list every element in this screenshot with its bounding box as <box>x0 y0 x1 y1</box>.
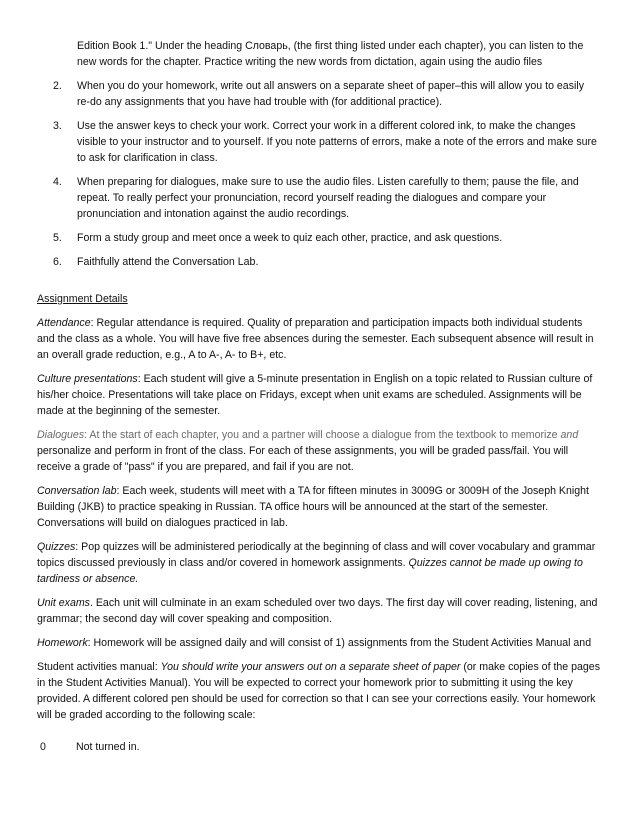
list-item <box>53 38 598 70</box>
list-item-text: Use the answer keys to check your work. Correct your work in a different colored ink, to make the changes visible to your instructor and to yourself. If you note patterns of errors, make a note of the errors and make sure to ask for clarification in class. <box>77 120 597 164</box>
manual-paragraph <box>37 659 601 723</box>
culture-label: Culture presentations <box>37 373 138 385</box>
assignment-details <box>37 291 601 731</box>
list-item <box>53 174 598 222</box>
quizzes-end: . <box>135 573 139 585</box>
list-item <box>53 254 598 270</box>
conversation-text: : Each week, students will meet with a TA for fifteen minutes in 3009G or 3009H of the Joseph Knight Building (JKB) to practice speaking in Russian. TA office hours will be announced at the start of the semester. Conversations will build on dialogues practiced in lab. <box>37 485 589 529</box>
unit-exams-text: . Each unit will culminate in an exam scheduled over two days. The first day will cover reading, listening, and grammar; the second day will cover speaking and composition. <box>37 597 598 625</box>
dialogues-and: and <box>560 429 579 441</box>
attendance-label: Attendance <box>37 317 91 329</box>
dialogues-paragraph <box>37 427 601 475</box>
scale-grade: 0 <box>40 741 46 753</box>
unit-exams-label: Unit exams <box>37 597 90 609</box>
scale-row <box>40 739 600 755</box>
section-heading: Assignment Details <box>37 293 128 305</box>
list-item-number: 5. <box>53 232 62 244</box>
manual-text-2: (or make copies of the pages in the Student Activities Manual). You will be expected to correct your homework prior to submitting it using the key provided. A different colored pen should be used for correction so that I can see your corrections easily. Your homework will be graded according to the following scale: <box>37 661 600 721</box>
list-item-text: Edition Book 1." Under the heading Словарь, (the first thing listed under each chapter), you can listen to the new words for the chapter. Practice writing the new words from dictation, again using the audio files <box>77 40 584 68</box>
list-item-number: 4. <box>53 176 62 188</box>
culture-text: : Each student will give a 5-minute presentation in English on a topic related to Russian culture of his/her choice. Presentations will take place on Fridays, except when unit exams are scheduled. Assignments will be made at the beginning of the semester. <box>37 373 593 417</box>
attendance-text: : Regular attendance is required. Quality of preparation and participation impacts both individual students and the class as a whole. You will have five free absences during the semester. Each subsequent absence will result in an overall grade reduction, e.g., A to A-, A- to B+, etc. <box>37 317 594 361</box>
manual-text-1: Student activities manual: <box>37 661 161 673</box>
attendance-paragraph <box>37 315 601 363</box>
dialogues-label: Dialogues <box>37 429 85 441</box>
list-item <box>53 230 598 246</box>
list-item-number: 2. <box>53 80 62 92</box>
quizzes-italic: Quizzes cannot be made up owing to tardiness or absence <box>37 557 583 585</box>
homework-label: Homework <box>37 637 88 649</box>
list-item-number: 6. <box>53 256 62 268</box>
list-item-number: 3. <box>53 120 62 132</box>
list-item-text: When you do your homework, write out all answers on a separate sheet of paper–this will allow you to easily re-do any assignments that you have had trouble with (for additional practice). <box>77 80 584 108</box>
culture-paragraph <box>37 371 601 419</box>
manual-italic: You should write your answers out on a separate sheet of paper <box>160 661 461 673</box>
list-item-text: Form a study group and meet once a week to quiz each other, practice, and ask questions. <box>77 232 503 244</box>
quizzes-paragraph <box>37 539 601 587</box>
study-tips-list <box>53 38 598 278</box>
scale-description: Not turned in. <box>76 741 140 753</box>
conversation-label: Conversation lab <box>37 485 117 497</box>
quizzes-text: : Pop quizzes will be administered periodically at the beginning of class and will cover vocabulary and grammar topics discussed previously in class and/or covered in homework assignments. <box>37 541 596 569</box>
list-item <box>53 118 598 166</box>
dialogues-text: personalize and perform in front of the class. For each of these assignments, you will be graded pass/fail. You will receive a grade of "pass" if you are prepared, and fail if you are not. <box>37 445 569 473</box>
homework-paragraph <box>37 635 601 651</box>
conversation-paragraph <box>37 483 601 531</box>
grading-scale <box>40 739 600 755</box>
list-item <box>53 78 598 110</box>
dialogues-gray-text: : At the start of each chapter, you and a partner will choose a dialogue from the textbook to memorize <box>84 429 561 441</box>
unit-exams-paragraph <box>37 595 601 627</box>
homework-text: : Homework will be assigned daily and will consist of 1) assignments from the Student Activities Manual and <box>87 637 592 649</box>
quizzes-label: Quizzes <box>37 541 76 553</box>
list-item-text: Faithfully attend the Conversation Lab. <box>77 256 259 268</box>
list-item-text: When preparing for dialogues, make sure to use the audio files. Listen carefully to them; pause the file, and repeat. To really perfect your pronunciation, record yourself reading the dialogues and compare your pronunciation and intonation against the audio recordings. <box>77 176 579 220</box>
